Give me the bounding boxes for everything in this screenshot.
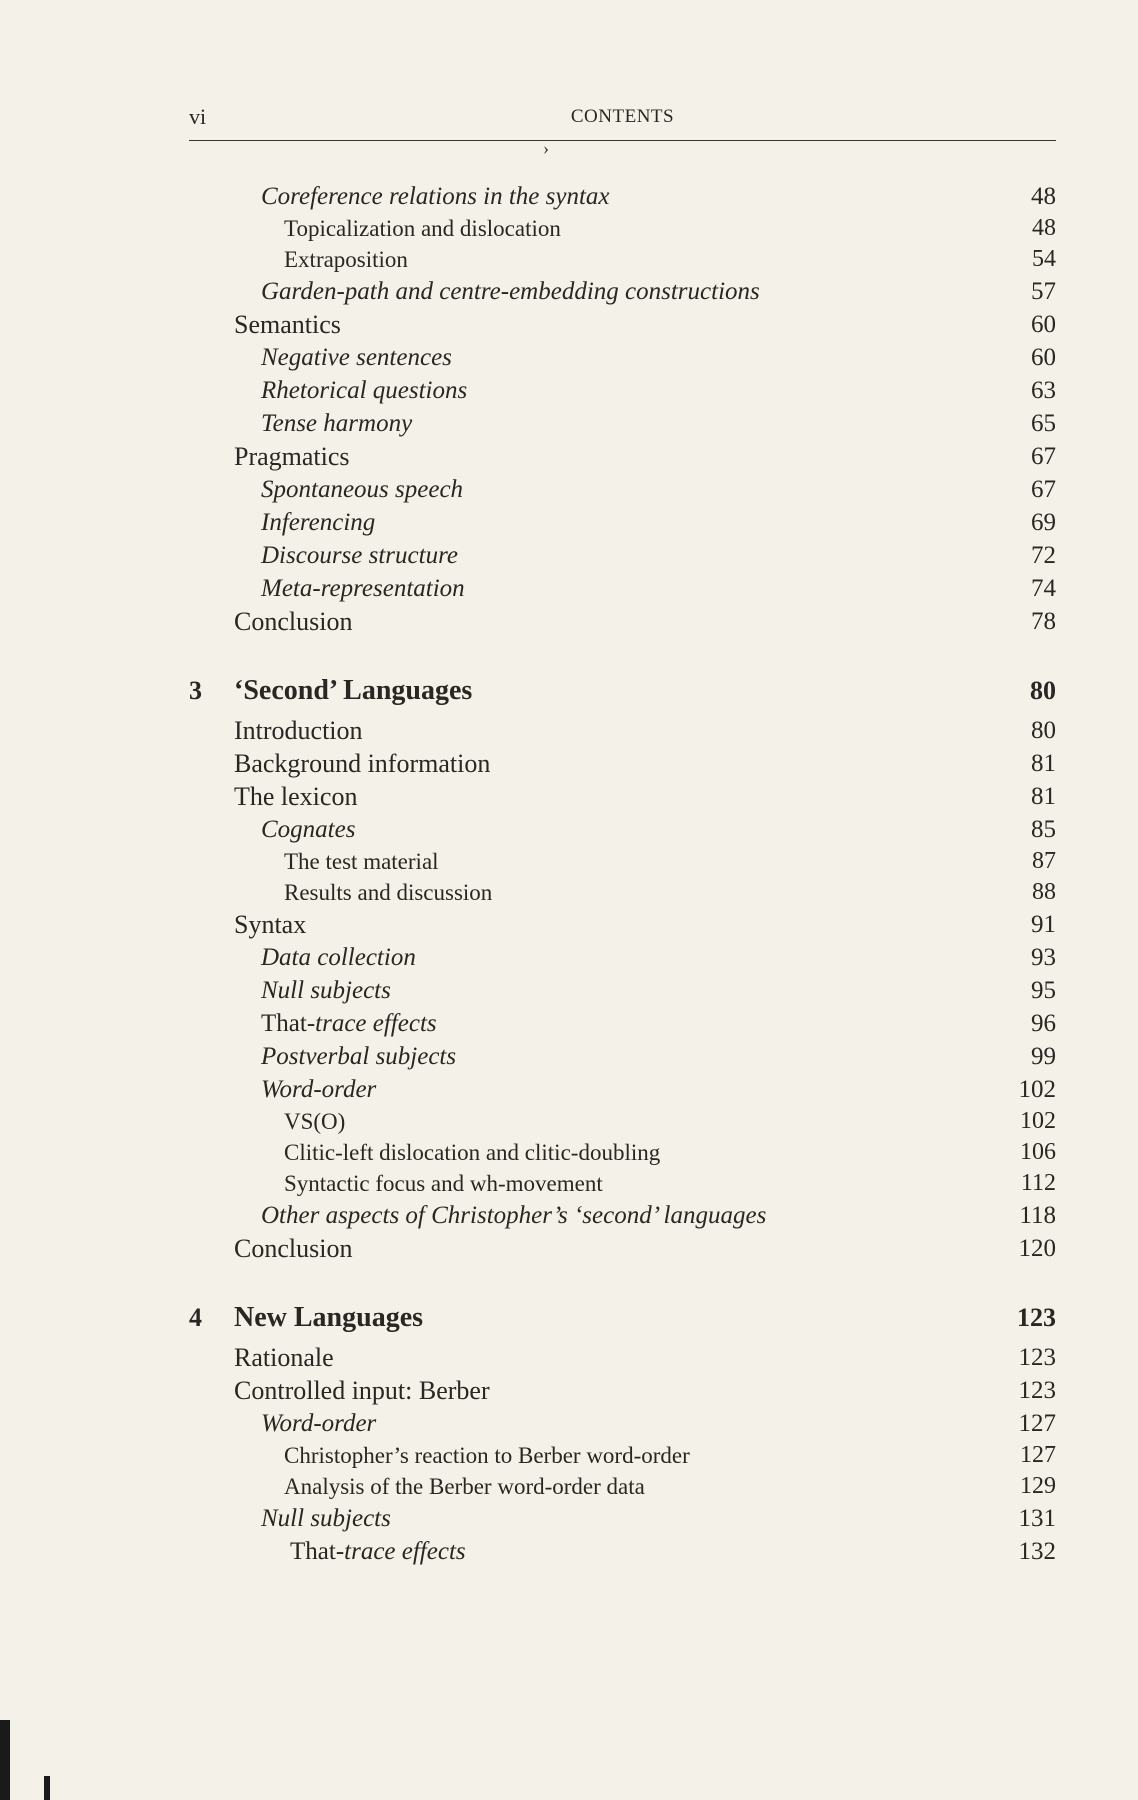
- toc-entry-page: 120: [1018, 1235, 1056, 1262]
- toc-entry: [0, 407, 1138, 440]
- toc-entry-title: Data collection: [261, 944, 416, 971]
- toc-entry-page: 54: [1032, 246, 1056, 272]
- toc-entry-page: 67: [1031, 476, 1056, 503]
- toc-entry: [0, 780, 1138, 813]
- chapter-heading: [0, 1299, 1138, 1337]
- toc-entry-page: 88: [1032, 879, 1056, 905]
- chapter-number: 4: [189, 1303, 202, 1332]
- toc-entry-title: Rationale: [234, 1343, 334, 1372]
- toc-entry-page: 129: [1020, 1473, 1056, 1499]
- toc-entry-title: VS(O): [284, 1109, 346, 1134]
- toc-entry: [0, 374, 1138, 407]
- toc-entry-page: 85: [1031, 816, 1056, 843]
- toc-entry-title: Controlled input: Berber: [234, 1376, 490, 1405]
- toc-entry: [0, 908, 1138, 941]
- toc-entry: [0, 1440, 1138, 1471]
- toc-entry-title: Clitic-left dislocation and clitic-doubling: [284, 1140, 661, 1165]
- scan-edge-shadow: [0, 1720, 10, 1800]
- toc-entry: [0, 473, 1138, 506]
- toc-entry: [0, 180, 1138, 213]
- toc-entry: [0, 572, 1138, 605]
- toc-entry: [0, 1232, 1138, 1265]
- toc-entry-title: [261, 1007, 437, 1040]
- toc-entry-title: Christopher’s reaction to Berber word-order: [284, 1443, 690, 1468]
- toc-entry: [0, 1106, 1138, 1137]
- chapter-number: 3: [189, 676, 202, 705]
- toc-entry: [0, 1502, 1138, 1535]
- toc-entry-page: 87: [1032, 848, 1056, 874]
- toc-entry-page: 102: [1018, 1076, 1056, 1103]
- toc-entry: [0, 1471, 1138, 1502]
- toc-entry: [0, 941, 1138, 974]
- toc-entry-page: 96: [1031, 1010, 1056, 1037]
- toc-entry-page: 74: [1031, 575, 1056, 602]
- ink-mark: ›: [543, 138, 549, 158]
- toc-entry-title: Postverbal subjects: [261, 1043, 457, 1070]
- toc-entry-page: 72: [1031, 542, 1056, 569]
- toc-entry: [0, 506, 1138, 539]
- chapter-page: 123: [1017, 1303, 1056, 1332]
- toc-entry-page: 69: [1031, 509, 1056, 536]
- toc-entry-page: 67: [1031, 443, 1056, 470]
- toc-entry: [0, 1341, 1138, 1374]
- chapter-heading: [0, 672, 1138, 710]
- toc-entry: [0, 1040, 1138, 1073]
- toc-entry-page: 123: [1018, 1344, 1056, 1371]
- toc-entry-title: Introduction: [234, 716, 363, 745]
- toc-entry-title: The test material: [284, 849, 439, 874]
- toc-entry: [0, 846, 1138, 877]
- toc-entry-title: Word-order: [261, 1410, 377, 1437]
- toc-entry-title: Meta-representation: [261, 575, 465, 602]
- toc-entry-page: 78: [1031, 608, 1056, 635]
- toc-entry: [0, 440, 1138, 473]
- toc-entry-title: Garden-path and centre-embedding constructions: [261, 278, 760, 305]
- toc-entry: [0, 539, 1138, 572]
- toc-entry: [0, 1168, 1138, 1199]
- table-of-contents: [0, 180, 1138, 1568]
- toc-entry: [0, 714, 1138, 747]
- toc-entry-page: 81: [1031, 783, 1056, 810]
- toc-entry-title: Coreference relations in the syntax: [261, 183, 610, 210]
- toc-entry-page: 80: [1031, 717, 1056, 744]
- toc-entry-page: 132: [1018, 1538, 1056, 1565]
- chapter-title: New Languages: [234, 1302, 424, 1333]
- toc-entry: [0, 605, 1138, 638]
- chapter-title: ‘Second’ Languages: [234, 675, 473, 706]
- running-head: [189, 100, 1056, 132]
- toc-entry-title: Analysis of the Berber word-order data: [284, 1474, 645, 1499]
- header-rule: [189, 140, 1056, 141]
- toc-entry: [0, 341, 1138, 374]
- toc-entry-page: 102: [1020, 1108, 1056, 1134]
- toc-entry-title: Negative sentences: [261, 344, 452, 371]
- toc-entry-title: Results and discussion: [284, 880, 493, 905]
- toc-entry: [0, 1535, 1138, 1568]
- toc-entry-title: Semantics: [234, 310, 341, 339]
- toc-entry: [0, 308, 1138, 341]
- toc-entry: [0, 213, 1138, 244]
- toc-entry: [0, 275, 1138, 308]
- toc-entry-title: Conclusion: [234, 1234, 353, 1263]
- toc-entry-page: 81: [1031, 750, 1056, 777]
- toc-entry-title-italic: trace effects: [315, 1010, 437, 1037]
- toc-entry-page: 131: [1018, 1505, 1056, 1532]
- toc-entry-title: Other aspects of Christopher’s ‘second’ languages: [261, 1202, 767, 1229]
- toc-entry-page: 65: [1031, 410, 1056, 437]
- toc-entry-title: Conclusion: [234, 607, 353, 636]
- toc-entry-title: Tense harmony: [261, 410, 413, 437]
- toc-entry-title-italic: trace effects: [344, 1538, 466, 1565]
- toc-entry-title-roman: That-: [290, 1538, 345, 1565]
- toc-entry: [0, 974, 1138, 1007]
- toc-entry-title: Rhetorical questions: [261, 377, 468, 404]
- running-head-title: CONTENTS: [570, 106, 675, 127]
- toc-entry-page: 57: [1031, 278, 1056, 305]
- toc-entry-page: 63: [1031, 377, 1056, 404]
- toc-entry-page: 48: [1031, 183, 1056, 210]
- toc-entry-title: Word-order: [261, 1076, 377, 1103]
- toc-entry-title: Cognates: [261, 816, 356, 843]
- toc-entry-title: [290, 1535, 466, 1568]
- toc-entry-page: 123: [1018, 1377, 1056, 1404]
- toc-entry: [0, 244, 1138, 275]
- toc-entry-title: Background information: [234, 749, 491, 778]
- toc-entry-page: 127: [1018, 1410, 1056, 1437]
- toc-entry-page: 106: [1020, 1139, 1056, 1165]
- toc-entry-title: Topicalization and dislocation: [284, 216, 561, 241]
- toc-entry-title: Extraposition: [284, 247, 408, 272]
- toc-entry-title: Null subjects: [261, 977, 391, 1004]
- toc-entry: [0, 877, 1138, 908]
- toc-entry-page: 60: [1031, 311, 1056, 338]
- toc-entry-page: 112: [1020, 1170, 1056, 1196]
- toc-entry: [0, 1137, 1138, 1168]
- toc-entry: [0, 747, 1138, 780]
- toc-entry-page: 91: [1031, 911, 1056, 938]
- toc-entry: [0, 1007, 1138, 1040]
- toc-entry-page: 127: [1020, 1442, 1056, 1468]
- toc-entry: [0, 1073, 1138, 1106]
- toc-entry-page: 60: [1031, 344, 1056, 371]
- page-folio: vi: [189, 104, 207, 129]
- toc-entry-title-roman: That-: [261, 1010, 316, 1037]
- toc-entry-title: Syntax: [234, 910, 307, 939]
- toc-entry-page: 48: [1032, 215, 1056, 241]
- scan-edge-shadow: [44, 1776, 50, 1800]
- toc-entry-title: Discourse structure: [261, 542, 458, 569]
- toc-entry-title: Spontaneous speech: [261, 476, 464, 503]
- toc-entry-title: The lexicon: [234, 782, 358, 811]
- toc-entry-title: Inferencing: [261, 509, 376, 536]
- toc-entry: [0, 813, 1138, 846]
- toc-entry-page: 118: [1019, 1202, 1056, 1229]
- toc-entry-title: Syntactic focus and wh-movement: [284, 1171, 603, 1196]
- toc-entry-title: Pragmatics: [234, 442, 350, 471]
- toc-entry-page: 99: [1031, 1043, 1056, 1070]
- toc-entry-title: Null subjects: [261, 1505, 391, 1532]
- toc-entry-page: 95: [1031, 977, 1056, 1004]
- toc-entry: [0, 1407, 1138, 1440]
- toc-entry: [0, 1199, 1138, 1232]
- chapter-page: 80: [1030, 676, 1056, 705]
- toc-entry: [0, 1374, 1138, 1407]
- toc-entry-page: 93: [1031, 944, 1056, 971]
